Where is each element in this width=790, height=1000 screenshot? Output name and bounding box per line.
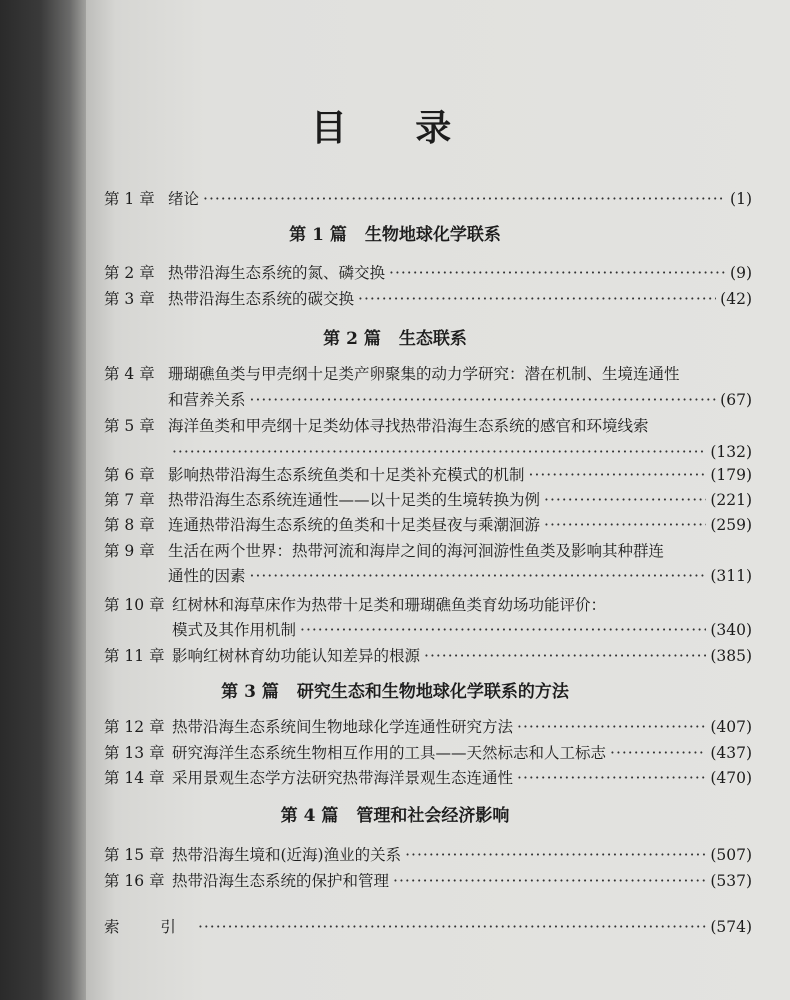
toc-entry[interactable] (104, 643, 752, 669)
page-number: (42) (720, 290, 752, 308)
chapter-title: 影响热带沿海生态系统鱼类和十足类补充模式的机制 (168, 466, 525, 484)
page-number: (311) (710, 567, 752, 585)
part-label: 第 4 篇 (280, 806, 339, 826)
chapter-title: 连通热带沿海生态系统的鱼类和十足类昼夜与乘潮洄游 (168, 516, 541, 534)
leader-dots (405, 842, 706, 868)
chapter-number: 第 7 章 (104, 491, 155, 509)
page-number: (1) (730, 190, 752, 208)
page-number: (340) (710, 621, 752, 639)
leader-dots (393, 868, 706, 894)
chapter-number: 第 13 章 (104, 744, 165, 762)
chapter-title: 红树林和海草床作为热带十足类和珊瑚礁鱼类育幼场功能评价： (172, 596, 607, 614)
toc-entry[interactable] (104, 538, 752, 564)
chapter-title-continuation: 通性的因素 (168, 567, 246, 585)
chapter-number: 第 8 章 (104, 516, 155, 534)
chapter-number: 第 5 章 (104, 417, 155, 435)
page-number: (574) (710, 918, 752, 936)
chapter-number: 第 3 章 (104, 290, 155, 308)
leader-dots (529, 462, 707, 488)
chapter-title: 热带沿海生态系统的碳交换 (168, 290, 355, 308)
toc-entry[interactable] (104, 286, 752, 312)
index-label: 索 引 (104, 918, 194, 936)
toc-entry[interactable] (104, 260, 752, 286)
chapter-title-continuation: 模式及其作用机制 (172, 621, 297, 639)
part-heading-3 (0, 679, 790, 705)
toc-entry[interactable] (104, 714, 752, 740)
toc-entry[interactable] (104, 462, 752, 488)
part-label: 第 1 篇 (289, 225, 347, 245)
chapter-title: 热带沿海生态系统间生物地球化学连通性研究方法 (172, 718, 514, 736)
chapter-title: 生活在两个世界：热带河流和海岸之间的海河洄游性鱼类及影响其种群连 (168, 542, 665, 560)
part-heading-2 (0, 326, 790, 352)
toc-entry[interactable] (104, 413, 752, 439)
chapter-number: 第 14 章 (104, 769, 165, 787)
part-label: 第 2 篇 (323, 329, 381, 349)
leader-dots (517, 765, 706, 791)
part-label: 第 3 篇 (221, 682, 279, 702)
toc-entry[interactable] (104, 765, 752, 791)
leader-dots (250, 563, 707, 589)
toc-entry-continuation[interactable] (104, 563, 752, 589)
page-number: (470) (710, 769, 752, 787)
chapter-number: 第 2 章 (104, 264, 155, 282)
leader-dots (610, 740, 706, 766)
chapter-title: 影响红树林育幼功能认知差异的根源 (172, 647, 421, 665)
chapter-number: 第 10 章 (104, 596, 165, 614)
page-number: (9) (730, 264, 752, 282)
toc-entry[interactable] (104, 592, 752, 618)
leader-dots (517, 714, 706, 740)
page-number: (132) (710, 443, 752, 461)
part-title: 研究生态和生物地球化学联系的方法 (296, 682, 569, 702)
page-number: (407) (710, 718, 752, 736)
part-title: 管理和社会经济影响 (356, 806, 510, 826)
leader-dots (389, 260, 726, 286)
leader-dots (424, 643, 706, 669)
chapter-number: 第 12 章 (104, 718, 165, 736)
chapter-title: 热带沿海生态系统的氮、磷交换 (168, 264, 386, 282)
chapter-number: 第 16 章 (104, 872, 165, 890)
leader-dots (203, 186, 726, 212)
chapter-title-continuation: 和营养关系 (168, 391, 246, 409)
leader-dots (544, 512, 706, 538)
part-heading-4 (0, 803, 790, 829)
toc-entry[interactable] (104, 487, 752, 513)
page-number: (259) (710, 516, 752, 534)
chapter-number: 第 1 章 (104, 190, 155, 208)
page-title: 目 录 (310, 107, 480, 149)
toc-entry[interactable] (104, 868, 752, 894)
chapter-title: 热带沿海生态系统连通性——以十足类的生境转换为例 (168, 491, 541, 509)
toc-entry-continuation[interactable] (104, 387, 752, 413)
leader-dots (358, 286, 716, 312)
chapter-number: 第 4 章 (104, 365, 155, 383)
toc-entry-index[interactable] (104, 914, 752, 940)
chapter-number: 第 15 章 (104, 846, 165, 864)
leader-dots (300, 617, 706, 643)
chapter-number: 第 6 章 (104, 466, 155, 484)
leader-dots (544, 487, 706, 513)
chapter-number: 第 11 章 (104, 647, 165, 665)
chapter-title: 热带沿海生境和(近海)渔业的关系 (172, 846, 402, 864)
chapter-title: 绪论 (168, 190, 200, 208)
toc-entry-continuation[interactable] (104, 617, 752, 643)
toc-entry[interactable] (104, 740, 752, 766)
page-number: (67) (720, 391, 752, 409)
page-number: (179) (710, 466, 752, 484)
chapter-title: 珊瑚礁鱼类与甲壳纲十足类产卵聚集的动力学研究：潜在机制、生境连通性 (168, 365, 680, 383)
page-number: (385) (710, 647, 752, 665)
chapter-title: 采用景观生态学方法研究热带海洋景观生态连通性 (172, 769, 514, 787)
part-heading-1 (0, 222, 790, 248)
part-title: 生态联系 (398, 329, 467, 349)
leader-dots (250, 387, 717, 413)
chapter-title: 热带沿海生态系统的保护和管理 (172, 872, 390, 890)
part-title: 生物地球化学联系 (364, 225, 501, 245)
toc-entry-intro[interactable] (104, 186, 752, 212)
page-number: (507) (710, 846, 752, 864)
leader-dots (198, 914, 706, 940)
page-number: (537) (710, 872, 752, 890)
chapter-title: 海洋鱼类和甲壳纲十足类幼体寻找热带沿海生态系统的感官和环境线索 (168, 417, 649, 435)
page-number: (221) (710, 491, 752, 509)
toc-entry[interactable] (104, 842, 752, 868)
chapter-number: 第 9 章 (104, 542, 155, 560)
page-number: (437) (710, 744, 752, 762)
toc-entry[interactable] (104, 512, 752, 538)
chapter-title: 研究海洋生态系统生物相互作用的工具——天然标志和人工标志 (172, 744, 607, 762)
toc-entry[interactable] (104, 361, 752, 387)
